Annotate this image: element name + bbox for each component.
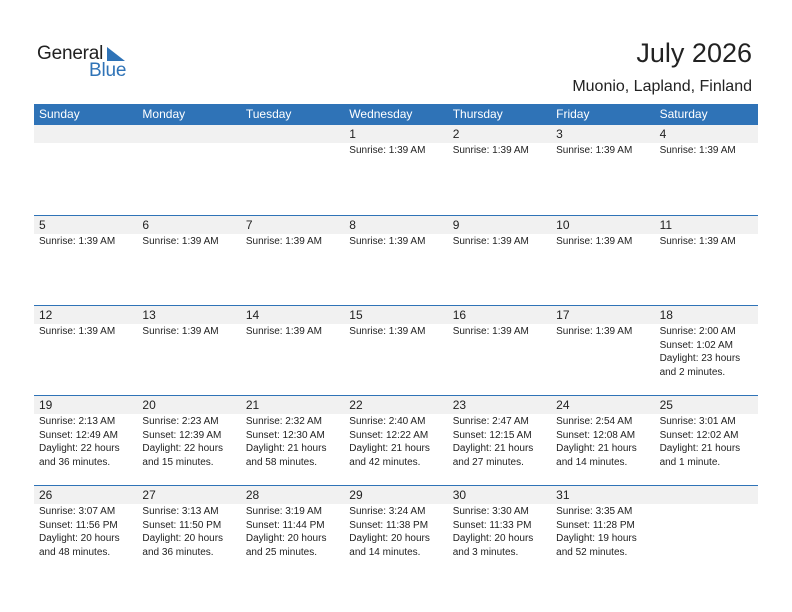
day-cell: [655, 216, 758, 305]
day-number: 3: [551, 125, 654, 143]
day-info: [655, 234, 758, 249]
day-info-line: and 3 minutes.: [452, 546, 519, 558]
day-cell: [551, 216, 654, 305]
day-cell: [34, 125, 137, 215]
logo-triangle-icon: [107, 47, 125, 61]
week-row: [34, 305, 758, 395]
day-info-line: Sunrise: 1:39 AM: [452, 326, 529, 337]
day-info-line: Sunrise: 1:39 AM: [349, 236, 426, 247]
day-number: 8: [344, 216, 447, 234]
day-cell: [448, 486, 551, 575]
day-info: [655, 324, 758, 379]
day-info-line: Sunrise: 3:01 AM: [659, 416, 736, 427]
day-info-line: Sunset: 1:02 AM: [659, 339, 733, 351]
day-number: 23: [448, 396, 551, 414]
day-number: [34, 125, 137, 143]
day-number: 26: [34, 486, 137, 504]
day-info: [34, 143, 137, 144]
weekday-sunday: Sunday: [39, 107, 80, 121]
day-info: [137, 414, 240, 469]
day-info: [344, 324, 447, 339]
day-cell: [448, 125, 551, 215]
day-cell: [34, 486, 137, 575]
day-cell: [655, 396, 758, 485]
weekday-header-row: [34, 104, 758, 125]
day-info-line: Sunrise: 3:30 AM: [452, 506, 529, 517]
day-number: 15: [344, 306, 447, 324]
day-info-line: Daylight: 21 hours: [349, 443, 430, 454]
day-cell: [551, 306, 654, 395]
day-info: [551, 234, 654, 249]
logo: [37, 43, 137, 83]
day-info-line: Daylight: 20 hours: [452, 533, 534, 544]
day-info-line: and 1 minute.: [659, 456, 721, 468]
day-info-line: Daylight: 20 hours: [349, 533, 430, 544]
day-number: 20: [137, 396, 240, 414]
day-cell: [344, 125, 447, 215]
day-info: [34, 504, 137, 559]
day-info-line: Sunrise: 1:39 AM: [142, 326, 219, 337]
day-cell: [448, 216, 551, 305]
day-info-line: Daylight: 22 hours: [39, 443, 120, 454]
day-info-line: Daylight: 21 hours: [452, 443, 534, 454]
day-info-line: Sunset: 12:30 AM: [245, 429, 325, 441]
day-number: 17: [551, 306, 654, 324]
day-info-line: and 27 minutes.: [452, 456, 524, 468]
day-number: 29: [344, 486, 447, 504]
day-number: 30: [448, 486, 551, 504]
day-info-line: Sunrise: 1:39 AM: [245, 326, 322, 337]
day-info-line: and 42 minutes.: [349, 456, 421, 468]
day-info: [241, 414, 344, 469]
day-number: 25: [655, 396, 758, 414]
weekday-tuesday: Tuesday: [245, 107, 292, 121]
day-number: [241, 125, 344, 143]
day-info-line: Sunrise: 2:40 AM: [349, 416, 426, 427]
day-info-line: and 48 minutes.: [39, 546, 111, 558]
day-info-line: Daylight: 20 hours: [39, 533, 120, 544]
day-cell: [344, 306, 447, 395]
day-info: [241, 324, 344, 339]
day-info-line: Sunset: 11:38 PM: [349, 519, 429, 531]
day-number: 1: [344, 125, 447, 143]
day-info-line: Sunset: 11:50 PM: [142, 519, 222, 531]
day-cell: [241, 216, 344, 305]
day-cell: [137, 306, 240, 395]
day-info-line: Daylight: 20 hours: [142, 533, 224, 544]
day-info-line: Sunset: 12:15 AM: [452, 429, 532, 441]
day-info-line: and 36 minutes.: [39, 456, 111, 468]
day-info: [344, 234, 447, 249]
weeks-container: [34, 125, 758, 575]
day-info: [241, 143, 344, 144]
day-cell: [344, 216, 447, 305]
day-info-line: and 25 minutes.: [245, 546, 318, 558]
day-info: [551, 143, 654, 158]
day-info: [344, 143, 447, 158]
weekday-saturday: Saturday: [659, 107, 708, 121]
day-cell: [655, 306, 758, 395]
day-number: 31: [551, 486, 654, 504]
day-info-line: Sunrise: 1:39 AM: [245, 236, 322, 247]
weekday-wednesday: Wednesday: [349, 107, 413, 121]
day-info-line: Sunrise: 3:35 AM: [556, 506, 633, 517]
day-info: [655, 143, 758, 158]
day-info-line: and 52 minutes.: [556, 546, 628, 558]
day-info-line: Sunset: 11:56 PM: [39, 519, 118, 531]
day-number: 21: [241, 396, 344, 414]
weekday-thursday: Thursday: [452, 107, 503, 121]
day-info-line: Sunrise: 1:39 AM: [556, 145, 633, 156]
day-info-line: Sunrise: 1:39 AM: [659, 145, 736, 156]
day-info-line: Sunset: 12:22 AM: [349, 429, 429, 441]
day-number: 19: [34, 396, 137, 414]
day-number: [137, 125, 240, 143]
day-info-line: Sunrise: 2:47 AM: [452, 416, 529, 427]
day-info-line: Sunrise: 1:39 AM: [452, 236, 529, 247]
day-cell: [551, 396, 654, 485]
day-cell: [448, 396, 551, 485]
weekday-friday: Friday: [556, 107, 590, 121]
day-info: [448, 504, 551, 559]
day-info-line: Daylight: 19 hours: [556, 533, 637, 544]
day-cell: [34, 216, 137, 305]
day-info-line: and 36 minutes.: [142, 546, 214, 558]
day-info-line: and 2 minutes.: [659, 366, 726, 378]
day-number: 12: [34, 306, 137, 324]
day-info: [137, 324, 240, 339]
day-number: 5: [34, 216, 137, 234]
logo-word-blue: Blue: [89, 60, 127, 81]
day-cell: [137, 396, 240, 485]
day-number: 10: [551, 216, 654, 234]
day-number: [655, 486, 758, 504]
day-cell: [551, 486, 654, 575]
day-info: [137, 234, 240, 249]
logo-word-general: General: [37, 43, 104, 64]
day-info: [344, 504, 447, 559]
day-cell: [241, 306, 344, 395]
day-info-line: and 15 minutes.: [142, 456, 214, 468]
day-info-line: Daylight: 22 hours: [142, 443, 224, 454]
day-info-line: Sunrise: 1:39 AM: [142, 236, 219, 247]
day-info-line: Sunrise: 1:39 AM: [452, 145, 529, 156]
day-info: [448, 324, 551, 339]
day-info-line: Sunrise: 2:32 AM: [245, 416, 322, 427]
day-info: [448, 234, 551, 249]
week-row: [34, 485, 758, 575]
day-info-line: Sunrise: 1:39 AM: [349, 326, 426, 337]
day-number: 4: [655, 125, 758, 143]
day-info-line: Sunrise: 2:54 AM: [556, 416, 633, 427]
day-cell: [344, 486, 447, 575]
day-info-line: Daylight: 21 hours: [556, 443, 637, 454]
day-info-line: Sunrise: 1:39 AM: [659, 236, 736, 247]
day-cell: [551, 125, 654, 215]
day-info-line: Sunrise: 3:24 AM: [349, 506, 426, 517]
day-cell: [34, 396, 137, 485]
day-info-line: Sunrise: 1:39 AM: [556, 326, 633, 337]
day-info: [655, 504, 758, 505]
location-subtitle: Muonio, Lapland, Finland: [572, 78, 752, 95]
day-info-line: Sunrise: 1:39 AM: [556, 236, 633, 247]
day-info: [551, 414, 654, 469]
day-cell: [137, 125, 240, 215]
day-number: 27: [137, 486, 240, 504]
day-info: [241, 234, 344, 249]
day-info-line: Sunset: 11:44 PM: [245, 519, 325, 531]
day-info-line: Sunrise: 3:19 AM: [245, 506, 322, 517]
day-info: [137, 143, 240, 144]
day-info-line: Sunset: 12:39 AM: [142, 429, 222, 441]
day-number: 18: [655, 306, 758, 324]
day-info-line: Sunrise: 3:13 AM: [142, 506, 219, 517]
week-row: [34, 125, 758, 215]
day-cell: [137, 486, 240, 575]
day-cell: [655, 486, 758, 575]
day-info-line: Sunrise: 1:39 AM: [39, 326, 116, 337]
day-info-line: Sunset: 12:02 AM: [659, 429, 739, 441]
day-info-line: Sunset: 12:08 AM: [556, 429, 636, 441]
day-info-line: Sunset: 11:33 PM: [452, 519, 532, 531]
day-info-line: Sunrise: 1:39 AM: [39, 236, 116, 247]
day-info-line: Daylight: 20 hours: [245, 533, 327, 544]
day-info: [551, 504, 654, 559]
calendar-grid: [34, 104, 758, 575]
day-info-line: Sunrise: 2:00 AM: [659, 326, 736, 337]
day-info-line: Daylight: 21 hours: [245, 443, 327, 454]
day-number: 11: [655, 216, 758, 234]
day-info: [344, 414, 447, 469]
day-cell: [655, 125, 758, 215]
day-info: [34, 414, 137, 469]
day-number: 24: [551, 396, 654, 414]
day-number: 14: [241, 306, 344, 324]
day-info-line: Sunrise: 1:39 AM: [349, 145, 426, 156]
day-info: [34, 324, 137, 339]
day-info-line: Sunset: 12:49 AM: [39, 429, 118, 441]
day-number: 13: [137, 306, 240, 324]
day-number: 28: [241, 486, 344, 504]
day-info-line: Sunrise: 2:23 AM: [142, 416, 219, 427]
day-number: 7: [241, 216, 344, 234]
weekday-monday: Monday: [142, 107, 186, 121]
day-cell: [34, 306, 137, 395]
day-cell: [241, 396, 344, 485]
day-info-line: and 14 minutes.: [349, 546, 421, 558]
page-title: July 2026: [636, 38, 752, 68]
day-info: [448, 414, 551, 469]
day-info-line: Sunrise: 2:13 AM: [39, 416, 116, 427]
day-info-line: Daylight: 23 hours: [659, 353, 741, 364]
day-number: 16: [448, 306, 551, 324]
day-number: 9: [448, 216, 551, 234]
day-info: [241, 504, 344, 559]
day-number: 2: [448, 125, 551, 143]
day-info-line: and 14 minutes.: [556, 456, 628, 468]
day-info-line: Sunrise: 3:07 AM: [39, 506, 116, 517]
day-info-line: Sunset: 11:28 PM: [556, 519, 635, 531]
day-cell: [241, 125, 344, 215]
day-cell: [241, 486, 344, 575]
day-info: [448, 143, 551, 158]
day-info-line: Daylight: 21 hours: [659, 443, 741, 454]
week-row: [34, 395, 758, 485]
day-info: [551, 324, 654, 339]
day-cell: [137, 216, 240, 305]
day-info: [137, 504, 240, 559]
day-info-line: and 58 minutes.: [245, 456, 318, 468]
day-number: 6: [137, 216, 240, 234]
day-info: [655, 414, 758, 469]
day-cell: [344, 396, 447, 485]
day-info: [34, 234, 137, 249]
day-cell: [448, 306, 551, 395]
day-number: 22: [344, 396, 447, 414]
week-row: [34, 215, 758, 305]
